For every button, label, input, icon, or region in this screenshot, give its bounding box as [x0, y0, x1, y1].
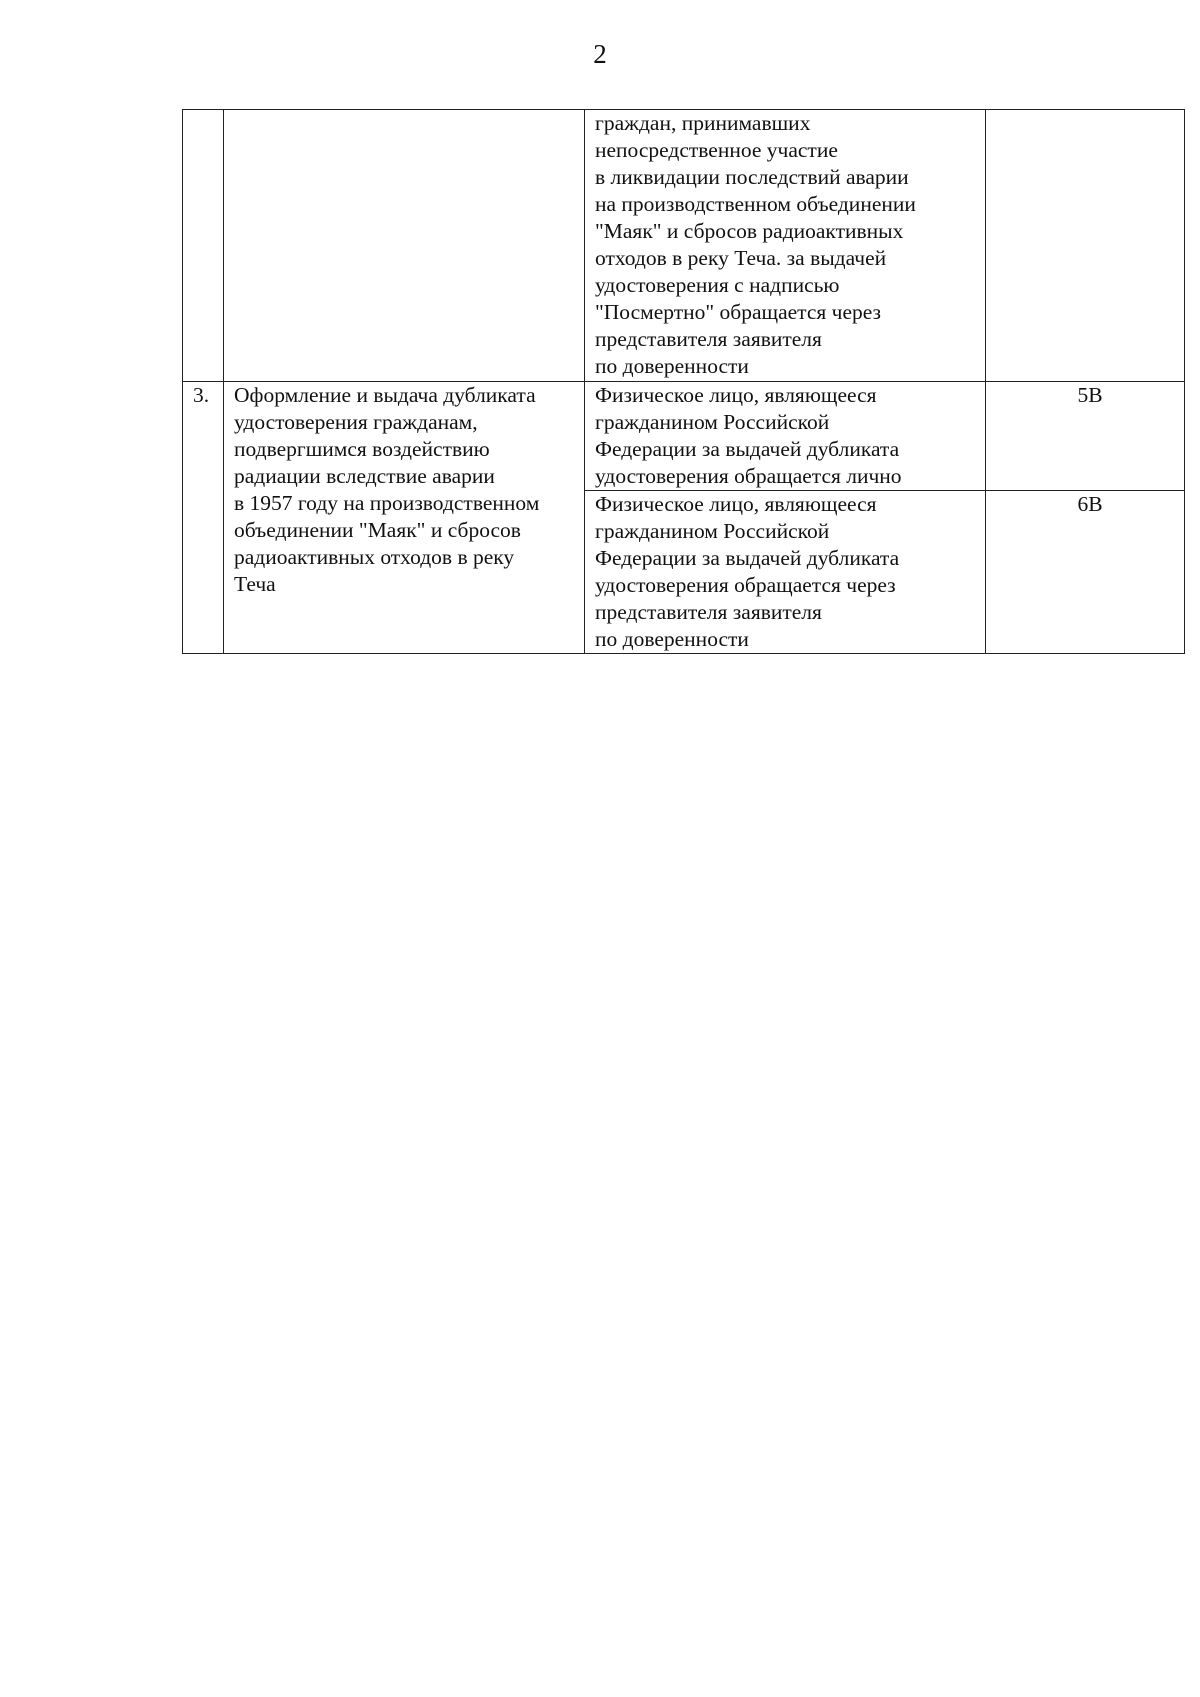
cell-code-variant-1: 5В [986, 382, 1185, 491]
cell-applicant-continued: граждан, принимавших непосредственное участие в ликвидации последствий аварии на производственном объединении "Маяк" и сбросов радиоактивных отходов в реку Теча. за выдачей удостоверения с надписью "Посмертно" обращается через представителя заявителя по доверенности [585, 110, 986, 382]
cell-service-name: Оформление и выдача дубликата удостоверения гражданам, подвергшимся воздействию радиации вследствие аварии в 1957 году на производственном объединении "Маяк" и сбросов радиоактивных отходов в реку Теча [224, 382, 585, 654]
cell-code-empty [986, 110, 1185, 382]
cell-number-empty [183, 110, 224, 382]
cell-code-variant-2: 6В [986, 491, 1185, 654]
table-row-continuation [183, 110, 1185, 382]
services-table [182, 109, 1185, 654]
cell-service-empty [224, 110, 585, 382]
cell-applicant-variant-1: Физическое лицо, являющееся гражданином Российской Федерации за выдачей дубликата удостоверения обращается лично [585, 382, 986, 491]
cell-row-number: 3. [183, 382, 224, 654]
page-number: 2 [593, 39, 607, 69]
table-row-3-variant-1 [183, 382, 1185, 491]
cell-applicant-variant-2: Физическое лицо, являющееся гражданином Российской Федерации за выдачей дубликата удостоверения обращается через представителя заявителя по доверенности [585, 491, 986, 654]
